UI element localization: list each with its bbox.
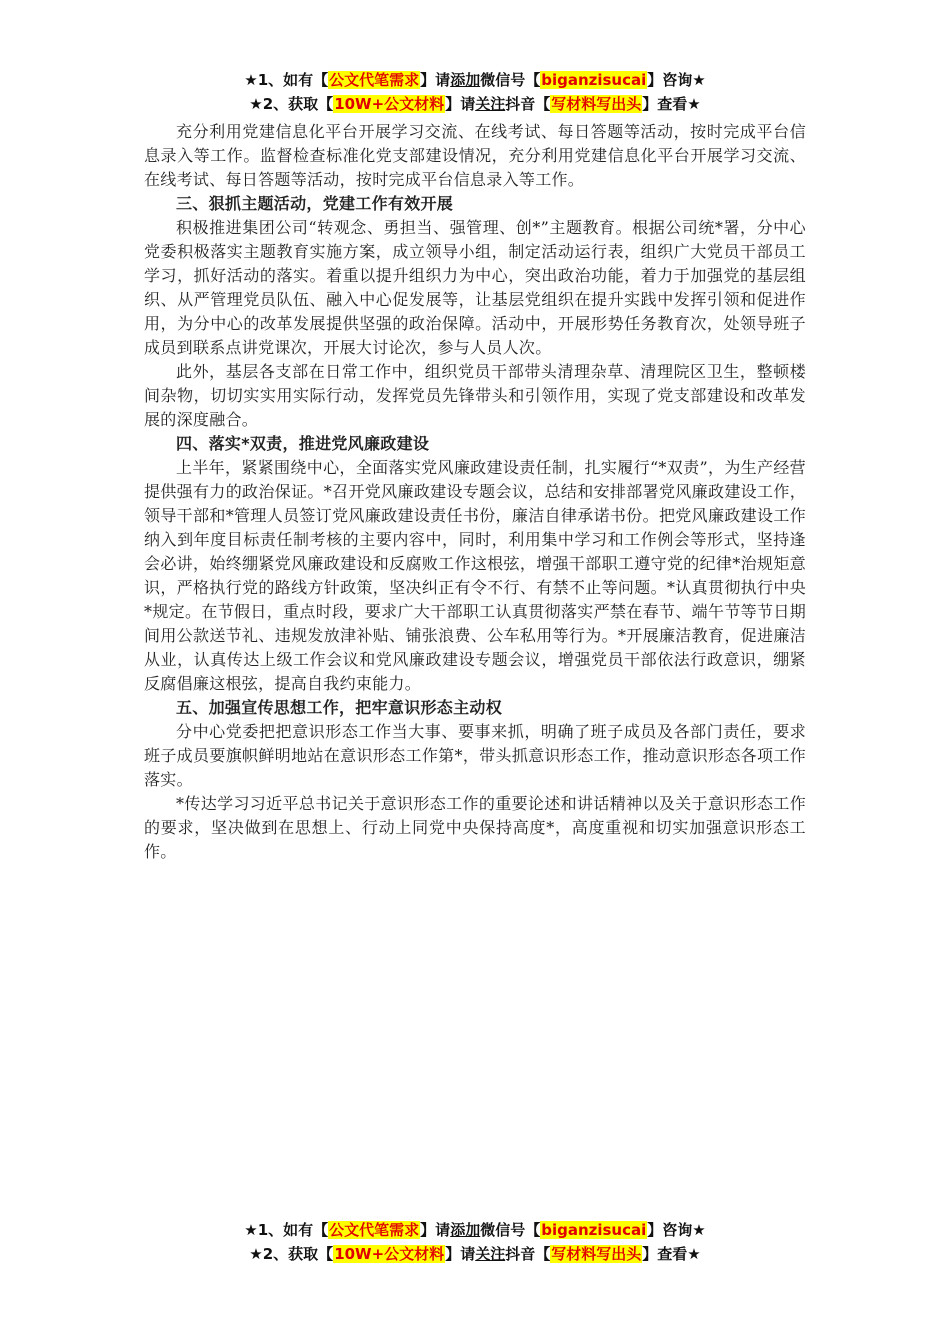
highlight-materials: 10W+公文材料 [334, 95, 445, 113]
banner-text: 】请 [445, 1245, 476, 1263]
highlight-wechat-id: biganzisucai [541, 71, 647, 89]
highlight-service: 公文代笔需求 [329, 71, 420, 89]
banner-line-1 [0, 68, 950, 92]
document-body [144, 120, 806, 864]
paragraph: *传达学习习近平总书记关于意识形态工作的重要论述和讲话精神以及关于意识形态工作的要求，坚决做到在思想上、行动上同党中央保持高度*，高度重视和切实加强意识形态工作。 [144, 794, 806, 861]
banner-text: 】请 [420, 71, 451, 89]
banner-text: 抖音【 [505, 1245, 551, 1263]
banner-text: ★2、获取【 [249, 1245, 334, 1263]
banner-text: ★1、如有【 [244, 1221, 329, 1239]
section-heading: 四、落实*双责，推进党风廉政建设 [176, 434, 430, 453]
highlight-service: 公文代笔需求 [329, 1221, 420, 1239]
banner-text: ★1、如有【 [244, 71, 329, 89]
banner-text: 添加 [450, 1221, 481, 1239]
paragraph: 充分利用党建信息化平台开展学习交流、在线考试、每日答题等活动，按时完成平台信息录入等工作。监督检查标准化党支部建设情况，充分利用党建信息化平台开展学习交流、在线考试、每日答题等活动，按时完成平台信息录入等工作。 [144, 122, 806, 189]
highlight-wechat-id: biganzisucai [541, 1221, 647, 1239]
banner-line-1 [0, 1218, 950, 1242]
banner-text: 】查看★ [642, 95, 701, 113]
banner-text: 】请 [420, 1221, 451, 1239]
top-banner [0, 68, 950, 116]
banner-line-2 [0, 1242, 950, 1266]
banner-text: 关注 [475, 1245, 506, 1263]
banner-text: 微信号【 [480, 71, 541, 89]
section-heading: 五、加强宣传思想工作，把牢意识形态主动权 [176, 698, 503, 717]
highlight-materials: 10W+公文材料 [334, 1245, 445, 1263]
banner-text: 关注 [475, 95, 506, 113]
paragraph: 上半年，紧紧围绕中心，全面落实党风廉政建设责任制，扎实履行“*双责”，为生产经营提供强有力的政治保证。*召开党风廉政建设专题会议，总结和安排部署党风廉政建设工作，领导干部和*管理人员签订党风廉政建设责任书份，廉洁自律承诺书份。把党风廉政建设工作纳入到年度目标责任制考核的主要内容中，同时，利用集中学习和工作例会等形式，坚持逢会必讲，始终绷紧党风廉政建设和反腐败工作这根弦，增强干部职工遵守党的纪律*治规矩意识，严格执行党的路线方针政策，坚决纠正有令不行、有禁不止等问题。*认真贯彻执行中央*规定。在节假日，重点时段，要求广大干部职工认真贯彻落实严禁在春节、端午节等节日期间用公款送节礼、违规发放津补贴、铺张浪费、公车私用等行为。*开展廉洁教育，促进廉洁从业，认真传达上级工作会议和党风廉政建设专题会议，增强党员干部依法行政意识，绷紧反腐倡廉这根弦，提高自我约束能力。 [144, 458, 806, 693]
banner-line-2 [0, 92, 950, 116]
banner-text: 】咨询★ [647, 1221, 706, 1239]
banner-text: ★2、获取【 [249, 95, 334, 113]
bottom-banner [0, 1218, 950, 1266]
banner-text: 】咨询★ [647, 71, 706, 89]
section-heading: 三、狠抓主题活动，党建工作有效开展 [176, 194, 454, 213]
banner-text: 添加 [450, 71, 481, 89]
highlight-douyin: 写材料写出头 [551, 1245, 642, 1263]
paragraph: 积极推进集团公司“转观念、勇担当、强管理、创*”主题教育。根据公司统*署，分中心党委积极落实主题教育实施方案，成立领导小组，制定活动运行表，组织广大党员干部员工学习，抓好活动的落实。着重以提升组织力为中心，突出政治功能，着力于加强党的基层组织、从严管理党员队伍、融入中心促发展等，让基层党组织在提升实践中发挥引领和促进作用，为分中心的改革发展提供坚强的政治保障。活动中，开展形势任务教育次，处领导班子成员到联系点讲党课次，开展大讨论次，参与人员人次。 [144, 218, 806, 357]
banner-text: 】请 [445, 95, 476, 113]
paragraph: 此外，基层各支部在日常工作中，组织党员干部带头清理杂草、清理院区卫生，整顿楼间杂物，切切实实用实际行动，发挥党员先锋带头和引领作用，实现了党支部建设和改革发展的深度融合。 [144, 362, 806, 429]
banner-text: 】查看★ [642, 1245, 701, 1263]
highlight-douyin: 写材料写出头 [551, 95, 642, 113]
banner-text: 抖音【 [505, 95, 551, 113]
banner-text: 微信号【 [480, 1221, 541, 1239]
paragraph: 分中心党委把把意识形态工作当大事、要事来抓，明确了班子成员及各部门责任，要求班子成员要旗帜鲜明地站在意识形态工作第*，带头抓意识形态工作，推动意识形态各项工作落实。 [144, 722, 806, 789]
